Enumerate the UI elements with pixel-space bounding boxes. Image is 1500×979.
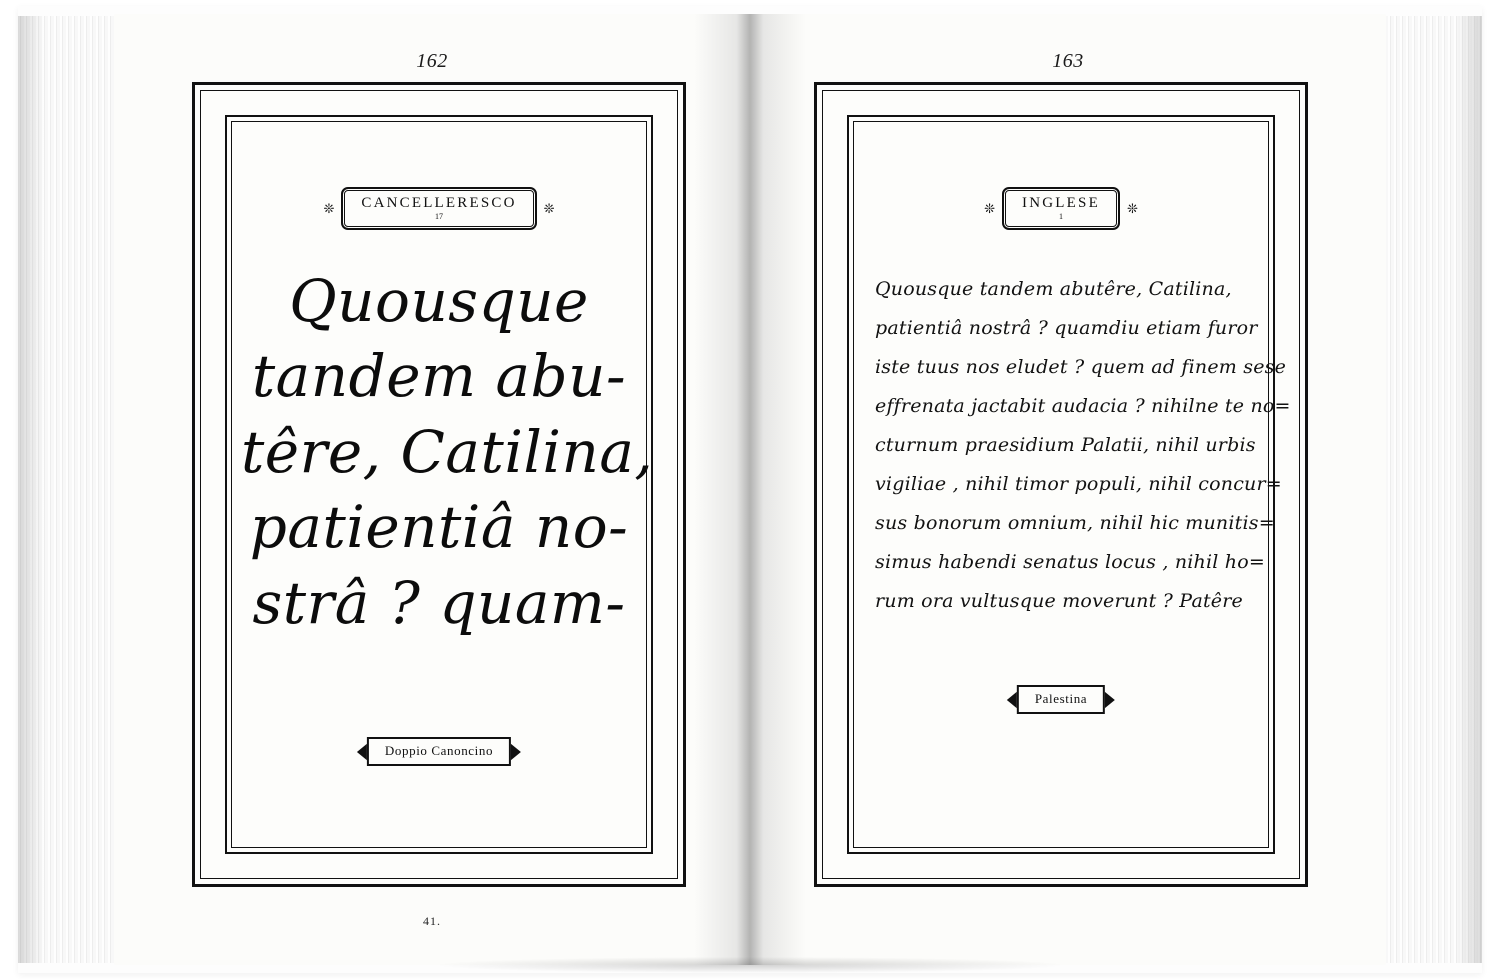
ornament-right-icon: ❊ (1126, 201, 1138, 216)
left-page (114, 14, 750, 965)
book-spread (114, 14, 1386, 965)
left-cartouche-title: CANCELLERESCO (361, 195, 517, 211)
ornament-left-icon: ❊ (323, 201, 335, 216)
right-cartouche-box (1002, 187, 1120, 230)
banner-tail-right-icon (510, 743, 521, 761)
script-line: patientiâ nostrâ ? quamdiu etiam furor (875, 316, 1258, 339)
script-line: vigiliae , nihil timor populi, nihil concur= (875, 472, 1282, 495)
right-script-text (857, 270, 1291, 620)
display-line: strâ ? quam- (252, 568, 626, 637)
page-edges-right (1381, 16, 1482, 963)
display-line: patientiâ no- (249, 493, 629, 562)
right-page (750, 14, 1386, 965)
left-plate-content (235, 125, 654, 844)
left-page-signature: 41. (423, 914, 441, 928)
left-banner-label (357, 737, 521, 766)
open-book (18, 6, 1482, 973)
script-line: simus habendi senatus locus , nihil ho= (875, 550, 1265, 573)
right-banner-label (1007, 685, 1115, 714)
page-edges-left (18, 16, 119, 963)
book-block-shadow (440, 957, 1060, 973)
left-display-text (235, 264, 654, 641)
right-page-plate-frame (814, 82, 1308, 887)
right-cartouche-number: 1 (1058, 212, 1063, 221)
banner-tail-right-icon (1104, 691, 1115, 709)
script-line: effrenata jactabit audacia ? nihilne te no= (875, 394, 1291, 417)
right-cartouche-title: INGLESE (1022, 195, 1100, 211)
ornament-right-icon: ❊ (543, 201, 555, 216)
script-line: Quousque tandem abutêre, Catilina, (875, 278, 1232, 300)
left-cartouche-box (341, 187, 536, 230)
script-line: sus bonorum omnium, nihil hic munitis= (875, 511, 1275, 534)
ornament-left-icon: ❊ (984, 201, 996, 216)
left-page-folio: 162 (416, 50, 448, 72)
script-line: cturnum praesidium Palatii, nihil urbis (875, 433, 1256, 456)
script-line: iste tuus nos eludet ? quem ad finem sese (875, 355, 1287, 378)
left-page-plate-frame (192, 82, 686, 887)
right-page-folio: 163 (1052, 50, 1084, 72)
right-cartouche (977, 187, 1145, 230)
display-line: Quousque (289, 267, 589, 335)
display-line: têre, Catilina, (241, 417, 654, 486)
right-plate-content (857, 125, 1291, 844)
left-cartouche-number: 17 (435, 212, 443, 221)
left-cartouche (316, 187, 561, 230)
right-banner-text: Palestina (1017, 685, 1105, 714)
script-line: rum ora vultusque moverunt ? Patêre (875, 589, 1243, 612)
left-banner-text: Doppio Canoncino (367, 737, 511, 766)
display-line: tandem abu- (251, 342, 627, 411)
